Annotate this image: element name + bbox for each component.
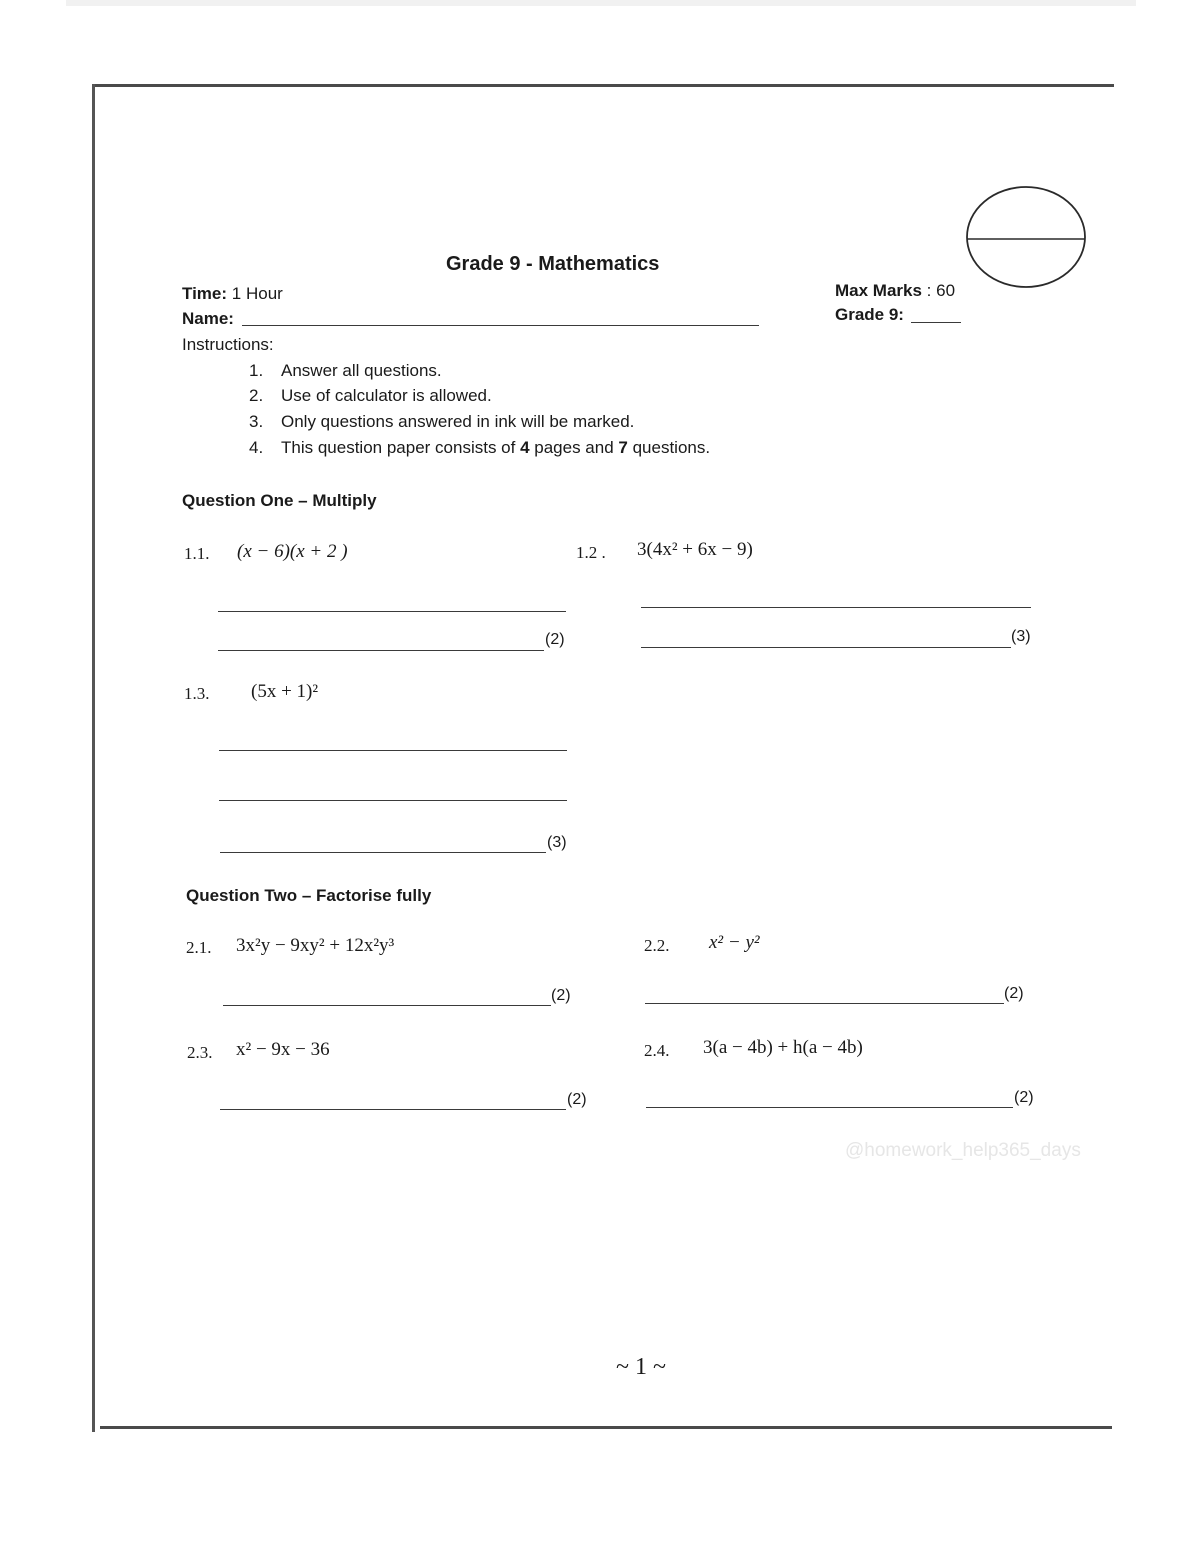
max-marks-value: : 60 [926,281,956,300]
name-field-line[interactable] [242,325,759,326]
answer-line[interactable] [220,1109,566,1110]
question-expression: x² − 9x − 36 [236,1039,330,1060]
answer-line[interactable] [218,611,566,612]
time-label: Time: [182,284,228,303]
question-marks: (2) [1014,1089,1034,1106]
marks-circle [960,182,1092,294]
instruction-number: 2. [249,386,264,405]
question-two-heading: Question Two – Factorise fully [186,886,432,905]
answer-line[interactable] [218,650,544,651]
question-expression: x² − y² [709,932,760,953]
page-border-left [92,84,95,1432]
instruction-pages-count: 4 [520,438,530,457]
question-number: 1.2 . [576,543,606,562]
answer-line[interactable] [646,1107,1013,1108]
instruction-text: Answer all questions. [281,361,442,380]
question-number: 2.1. [186,938,212,957]
question-number: 2.4. [644,1041,670,1060]
instruction-text: This question paper consists of [281,438,521,457]
answer-line[interactable] [219,800,567,801]
max-marks-label: Max Marks [835,281,922,300]
page-border-bottom [100,1426,1112,1429]
answer-line[interactable] [219,750,567,751]
question-number: 1.1. [184,544,210,563]
question-expression: 3(a − 4b) + h(a − 4b) [703,1037,863,1058]
instruction-number: 1. [249,361,264,380]
question-number: 1.3. [184,684,210,703]
instruction-item [249,386,492,406]
instruction-questions-count: 7 [618,438,628,457]
grade-label: Grade 9: [835,305,904,324]
page-number: ~ 1 ~ [616,1354,666,1380]
page-border-top [92,84,1114,87]
question-expression: 3x²y − 9xy² + 12x²y³ [236,935,395,956]
answer-line[interactable] [641,607,1031,608]
instruction-text-mid: pages and [529,438,619,457]
answer-line[interactable] [645,1003,1004,1004]
question-marks: (2) [545,631,565,648]
instruction-text: Only questions answered in ink will be marked. [281,412,635,431]
instruction-text-end: questions. [627,438,711,457]
name-label: Name: [182,309,234,328]
instruction-text: Use of calculator is allowed. [281,386,492,405]
question-marks: (2) [567,1091,587,1108]
max-marks-row [835,281,955,301]
instruction-item [249,438,710,458]
question-number: 2.2. [644,936,670,955]
answer-line[interactable] [223,1005,551,1006]
scan-top-strip [66,0,1136,6]
question-expression: (x − 6)(x + 2 ) [237,541,348,562]
instruction-number: 4. [249,438,264,457]
answer-line[interactable] [220,852,546,853]
answer-line[interactable] [641,647,1011,648]
question-marks: (3) [547,834,567,851]
instruction-item [249,412,634,432]
time-value: 1 Hour [231,284,283,303]
instructions-label: Instructions: [182,335,274,354]
time-row [182,284,283,304]
page-title: Grade 9 - Mathematics [446,253,660,275]
instruction-item [249,361,442,381]
grade-field-line[interactable] [911,322,961,323]
question-marks: (3) [1011,628,1031,645]
question-one-heading: Question One – Multiply [182,491,377,510]
question-expression: 3(4x² + 6x − 9) [637,539,753,560]
question-marks: (2) [551,987,571,1004]
watermark-text: @homework_help365_days [845,1140,1081,1161]
question-marks: (2) [1004,985,1024,1002]
question-expression: (5x + 1)² [251,681,319,702]
instruction-number: 3. [249,412,264,431]
question-number: 2.3. [187,1043,213,1062]
